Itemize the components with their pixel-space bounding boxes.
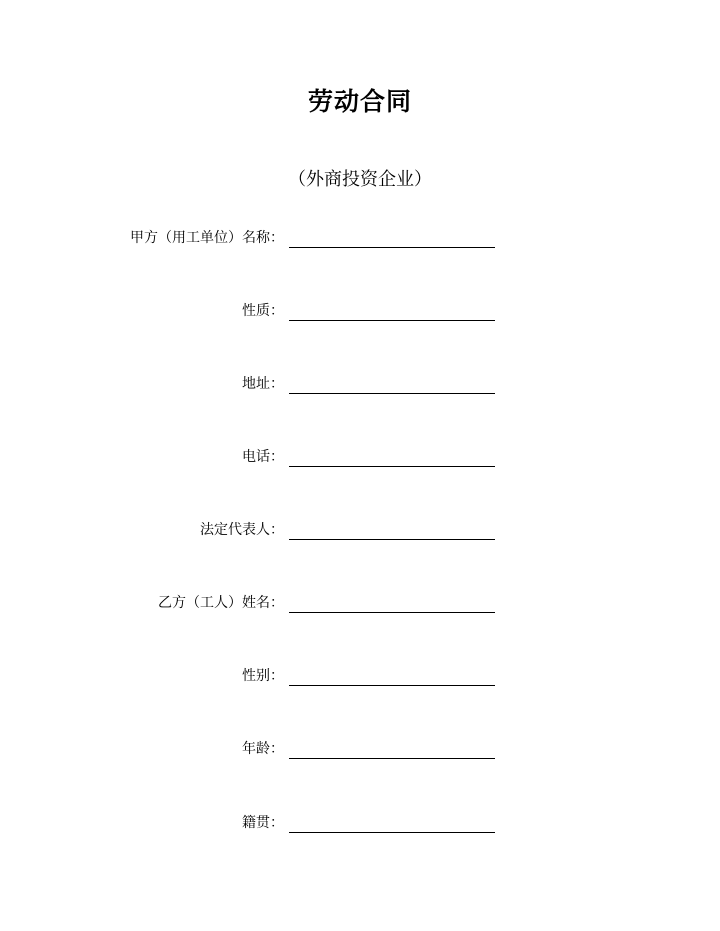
field-label: 性别： xyxy=(242,668,284,684)
field-label: 地址： xyxy=(242,376,284,392)
page-subtitle: （外商投资企业） xyxy=(288,169,432,190)
field-legal-representative xyxy=(0,520,720,544)
fill-in-line[interactable] xyxy=(289,393,495,394)
field-address xyxy=(0,374,720,398)
fill-in-line[interactable] xyxy=(289,832,495,833)
field-age xyxy=(0,739,720,763)
field-label: 性质： xyxy=(242,303,284,319)
field-phone xyxy=(0,447,720,471)
field-label: 乙方（工人）姓名： xyxy=(158,595,284,611)
field-native-place xyxy=(0,813,720,837)
field-gender xyxy=(0,666,720,690)
fill-in-line[interactable] xyxy=(289,247,495,248)
field-label: 甲方（用工单位）名称： xyxy=(130,230,284,246)
fill-in-line[interactable] xyxy=(289,320,495,321)
page-title: 劳动合同 xyxy=(307,87,412,116)
fill-in-line[interactable] xyxy=(289,758,495,759)
field-label: 年龄： xyxy=(242,741,284,757)
field-label: 法定代表人： xyxy=(200,522,284,538)
fill-in-line[interactable] xyxy=(289,466,495,467)
field-nature xyxy=(0,301,720,325)
field-worker-name xyxy=(0,593,720,617)
fill-in-line[interactable] xyxy=(289,685,495,686)
field-label: 电话： xyxy=(242,449,284,465)
fill-in-line[interactable] xyxy=(289,612,495,613)
field-label: 籍贯： xyxy=(242,815,284,831)
fill-in-line[interactable] xyxy=(289,539,495,540)
field-employer-name xyxy=(0,228,720,252)
